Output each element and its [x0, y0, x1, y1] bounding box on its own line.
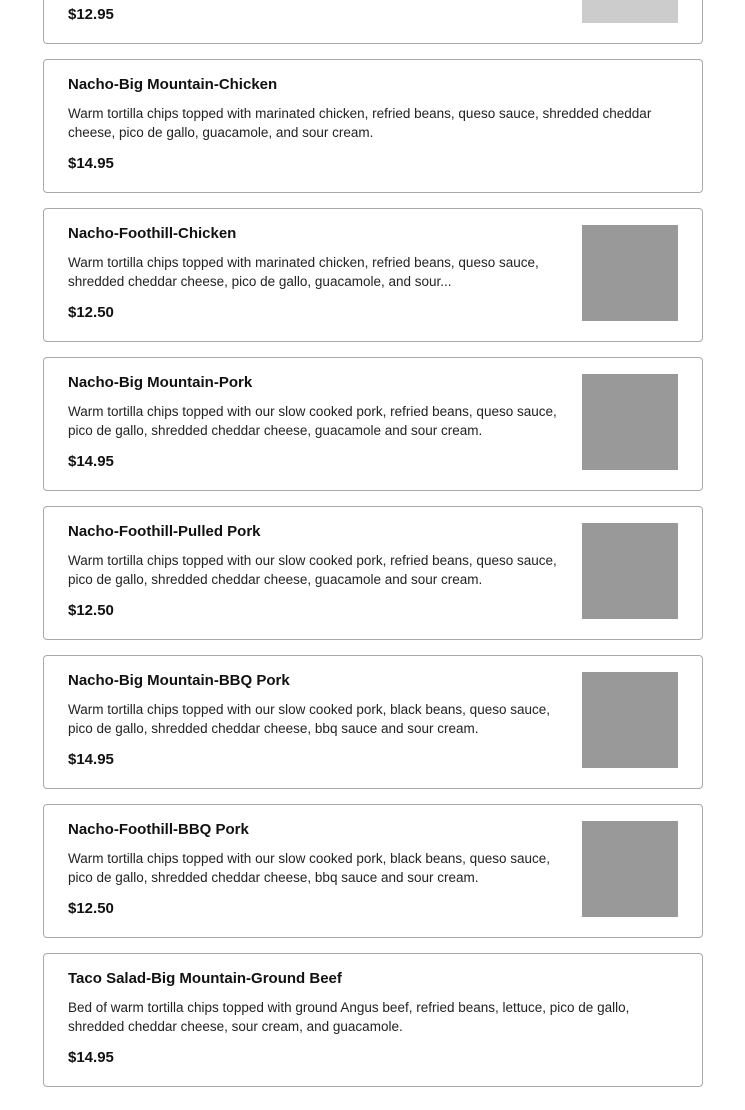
menu-item-card[interactable] — [43, 506, 703, 640]
menu-item-card[interactable] — [43, 357, 703, 491]
menu-item-list — [43, 0, 703, 1102]
menu-item-price: $12.95 — [68, 6, 114, 23]
menu-item-name: Nacho-Big Mountain-Pork — [68, 374, 253, 391]
menu-item-name: Nacho-Foothill-BBQ Pork — [68, 821, 249, 838]
menu-item-image — [582, 0, 678, 23]
menu-item-price: $12.50 — [68, 602, 114, 619]
menu-item-card[interactable] — [43, 208, 703, 342]
menu-item-text — [68, 522, 568, 589]
menu-item-name: Nacho-Big Mountain-BBQ Pork — [68, 672, 290, 689]
menu-item-description: Warm tortilla chips topped with our slow cooked pork, refried beans, queso sauce, pico de gallo, shredded cheddar cheese, guacamole and sour cream. — [68, 553, 557, 587]
menu-item-text — [68, 373, 568, 440]
menu-item-image — [582, 821, 678, 917]
menu-item-image — [582, 374, 678, 470]
menu-item-description: Warm tortilla chips topped with our slow cooked pork, black beans, queso sauce, pico de gallo, shredded cheddar cheese, bbq sauce and sour cream. — [68, 702, 550, 736]
menu-item-text — [68, 671, 568, 738]
menu-item-price: $14.95 — [68, 155, 114, 172]
menu-item-name: Nacho-Big Mountain-Chicken — [68, 76, 278, 93]
menu-item-price: $14.95 — [68, 453, 114, 470]
menu-item-description: Warm tortilla chips topped with our slow cooked pork, black beans, queso sauce, pico de gallo, shredded cheddar cheese, bbq sauce and sour cream. — [68, 851, 550, 885]
menu-item-text — [68, 969, 678, 1036]
menu-item-card[interactable] — [43, 655, 703, 789]
menu-item-image — [582, 672, 678, 768]
menu-item-price: $14.95 — [68, 1049, 114, 1066]
menu-item-description: Warm tortilla chips topped with our slow cooked pork, refried beans, queso sauce, pico de gallo, shredded cheddar cheese, guacamole and sour cream. — [68, 404, 557, 438]
menu-item-text — [68, 224, 568, 291]
menu-item-card[interactable] — [43, 0, 703, 44]
menu-item-name: Taco Salad-Big Mountain-Ground Beef — [68, 970, 342, 987]
menu-item-description: Warm tortilla chips topped with marinated chicken, refried beans, queso sauce, shredded cheddar cheese, pico de gallo, guacamole, and sour... — [68, 255, 539, 289]
menu-item-description: Warm tortilla chips topped with marinated chicken, refried beans, queso sauce, shredded cheddar cheese, pico de gallo, guacamole, and sour cream. — [68, 106, 652, 140]
menu-item-card[interactable] — [43, 59, 703, 193]
menu-item-image — [582, 225, 678, 321]
menu-item-name: Nacho-Foothill-Pulled Pork — [68, 523, 261, 540]
menu-item-card[interactable] — [43, 953, 703, 1087]
menu-item-description: Bed of warm tortilla chips topped with ground Angus beef, refried beans, lettuce, pico de gallo, shredded cheddar cheese, sour cream, and guacamole. — [68, 1000, 630, 1034]
menu-item-price: $12.50 — [68, 900, 114, 917]
menu-item-text — [68, 75, 678, 142]
menu-item-card[interactable] — [43, 804, 703, 938]
menu-item-price: $14.95 — [68, 751, 114, 768]
menu-item-price: $12.50 — [68, 304, 114, 321]
menu-item-name: Nacho-Foothill-Chicken — [68, 225, 237, 242]
menu-item-text — [68, 820, 568, 887]
menu-item-image — [582, 523, 678, 619]
